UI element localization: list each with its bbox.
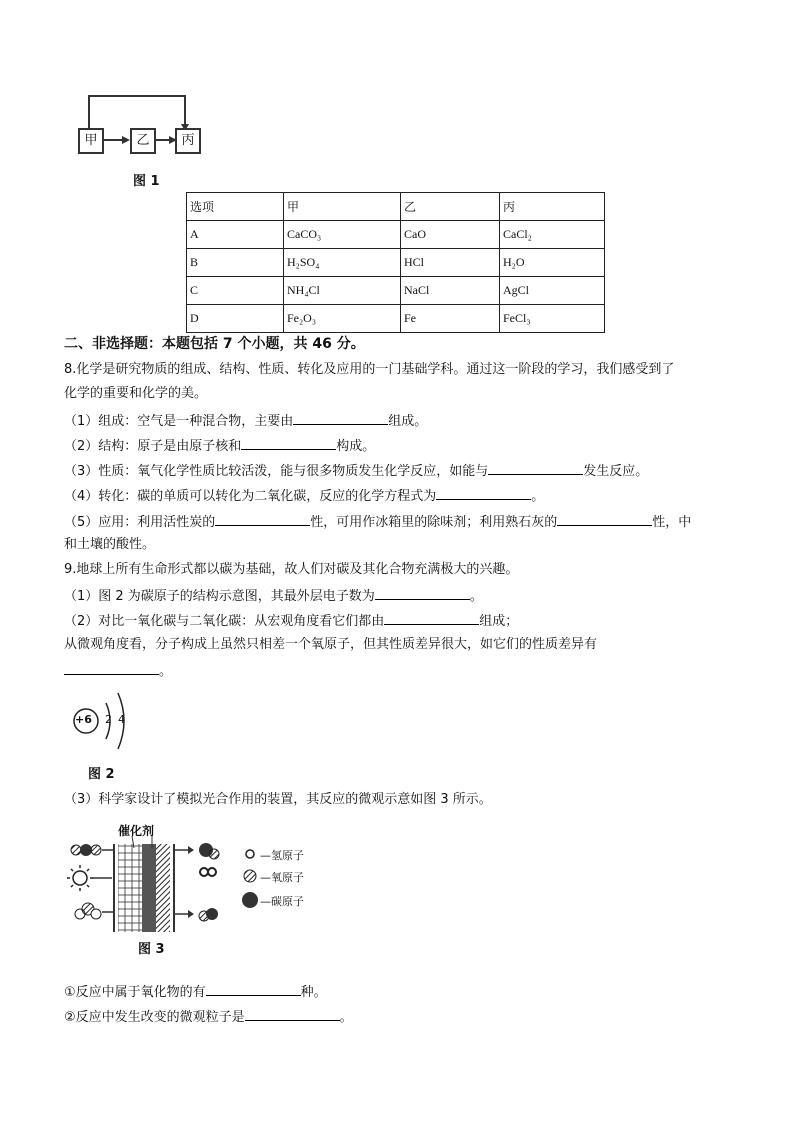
q9-part2-end: 。 <box>159 664 173 679</box>
q9-part2-tail: 组成； <box>479 614 519 629</box>
table-cell: CaCl₂ <box>500 221 605 249</box>
q8-part5-text: （5）应用：利用活性炭的 <box>64 515 216 530</box>
table-header-cell: 甲 <box>284 193 401 221</box>
answer-blank[interactable] <box>293 412 388 425</box>
q9-part2-text: （2）对比一氧化碳与二氧化碳：从宏观角度看它们都由 <box>64 614 385 629</box>
q8-part4-text: （4）转化：碳的单质可以转化为二氧化碳，反应的化学方程式为 <box>64 489 437 504</box>
figure-1-caption: 图 1 <box>133 174 160 189</box>
table-cell: Fe <box>401 305 500 333</box>
answer-blank[interactable] <box>557 513 652 526</box>
oxygen-atom-icon <box>244 870 256 882</box>
hydrogen-atom-icon <box>246 850 254 858</box>
answer-blank[interactable] <box>375 587 470 600</box>
q8-part2 <box>64 437 375 455</box>
legend-hydrogen: —氢原子 <box>260 849 304 862</box>
q8-intro-line2: 化学的重要和化学的美。 <box>64 386 208 401</box>
table-cell: CaO <box>401 221 500 249</box>
table-cell: H₂O <box>500 249 605 277</box>
table-row <box>187 305 605 333</box>
table-header-row <box>187 193 605 221</box>
answer-blank[interactable] <box>215 513 310 526</box>
node-yi: 乙 <box>130 128 156 154</box>
q9-part2 <box>64 612 518 630</box>
legend-oxygen: —氧原子 <box>260 871 304 884</box>
node-bing: 丙 <box>175 128 201 154</box>
table-cell: FeCl₃ <box>500 305 605 333</box>
table-cell: D <box>187 305 284 333</box>
carbon-atom-icon <box>242 892 258 908</box>
q8-part1-text: （1）组成：空气是一种混合物，主要由 <box>64 414 294 429</box>
answer-blank[interactable] <box>241 437 336 450</box>
section-heading: 二、非选择题：本题包括 7 个小题，共 46 分。 <box>64 336 365 352</box>
table-cell: NaCl <box>401 277 500 305</box>
reaction-diagram <box>62 818 362 958</box>
q8-intro-line1: 8.化学是研究物质的组成、结构、性质、转化及应用的一门基础学科。通过这一阶段的学习，我们感受到了 <box>64 362 675 377</box>
q9-sub1-tail: 种。 <box>300 985 327 1000</box>
q8-part4 <box>64 487 544 505</box>
q9-part2-micro: 从微观角度看，分子构成上虽然只相差一个氧原子，但其性质差异很大，如它们的性质差异有 <box>64 637 598 652</box>
q9-sub2 <box>64 1008 353 1026</box>
figure-1-diagram <box>74 92 204 162</box>
figure-2-caption: 图 2 <box>88 767 115 782</box>
table-cell: B <box>187 249 284 277</box>
q8-part4-tail: 。 <box>531 489 545 504</box>
table-cell: HCl <box>401 249 500 277</box>
table-cell: Fe₂O₃ <box>284 305 401 333</box>
table-header-cell: 选项 <box>187 193 284 221</box>
q8-part1 <box>64 412 427 430</box>
table-cell: CaCO₃ <box>284 221 401 249</box>
table-cell: C <box>187 277 284 305</box>
dark-panel <box>142 844 156 932</box>
q8-part2-text: （2）结构：原子是由原子核和 <box>64 439 242 454</box>
table-cell: AgCl <box>500 277 605 305</box>
sun-icon <box>73 871 87 885</box>
table-cell: H₂SO₄ <box>284 249 401 277</box>
figure-3-caption: 图 3 <box>138 942 165 957</box>
table-row <box>187 277 605 305</box>
q8-part5-cont: 和土壤的酸性。 <box>64 537 156 552</box>
q9-intro: 9.地球上所有生命形式都以碳为基础，故人们对碳及其化合物充满极大的兴趣。 <box>64 562 519 577</box>
q9-part1-text: （1）图 2 为碳原子的结构示意图，其最外层电子数为 <box>64 589 375 604</box>
q8-part3-text: （3）性质：氧气化学性质比较活泼，能与很多物质发生化学反应，如能与 <box>64 464 489 479</box>
table-cell: NH₄Cl <box>284 277 401 305</box>
q9-sub2-tail: 。 <box>339 1010 353 1025</box>
table-row <box>187 249 605 277</box>
q9-part1-tail: 。 <box>469 589 483 604</box>
q8-part3 <box>64 462 648 480</box>
figure-3-device <box>62 818 362 958</box>
answer-blank[interactable] <box>488 462 583 475</box>
table-header-cell: 乙 <box>401 193 500 221</box>
q8-part5 <box>64 513 691 531</box>
q9-sub1-text: ①反应中属于氧化物的有 <box>64 985 206 1000</box>
shell-1-electrons: 2 <box>105 713 112 726</box>
shell-2-electrons: 4 <box>118 713 125 726</box>
hatched-panel <box>156 844 170 932</box>
q9-part1 <box>64 587 483 605</box>
catalyst-label: 催化剂 <box>118 824 155 838</box>
answer-blank[interactable] <box>206 983 301 996</box>
answer-blank[interactable] <box>384 612 479 625</box>
table-header-cell: 丙 <box>500 193 605 221</box>
q9-part2-answer <box>64 662 172 680</box>
legend-carbon: —碳原子 <box>260 895 304 908</box>
q9-part3: （3）科学家设计了模拟光合作用的装置，其反应的微观示意如图 3 所示。 <box>64 792 492 807</box>
q8-part5-tail: 性，中 <box>652 515 692 530</box>
nucleus-charge: +6 <box>75 713 92 726</box>
q8-part1-tail: 组成。 <box>388 414 428 429</box>
figure-2-carbon-atom <box>70 683 160 783</box>
options-table <box>186 192 605 333</box>
table-cell: A <box>187 221 284 249</box>
q8-part3-tail: 发生反应。 <box>583 464 649 479</box>
q9-sub1 <box>64 983 327 1001</box>
q9-sub2-text: ②反应中发生改变的微观粒子是 <box>64 1010 245 1025</box>
q8-part5-mid: 性，可用作冰箱里的除味剂；利用熟石灰的 <box>310 515 558 530</box>
node-jia: 甲 <box>78 128 104 154</box>
answer-blank[interactable] <box>64 662 159 675</box>
grid-panel <box>118 844 142 932</box>
q8-part2-tail: 构成。 <box>336 439 376 454</box>
table-row <box>187 221 605 249</box>
answer-blank[interactable] <box>436 487 531 500</box>
answer-blank[interactable] <box>245 1008 340 1021</box>
